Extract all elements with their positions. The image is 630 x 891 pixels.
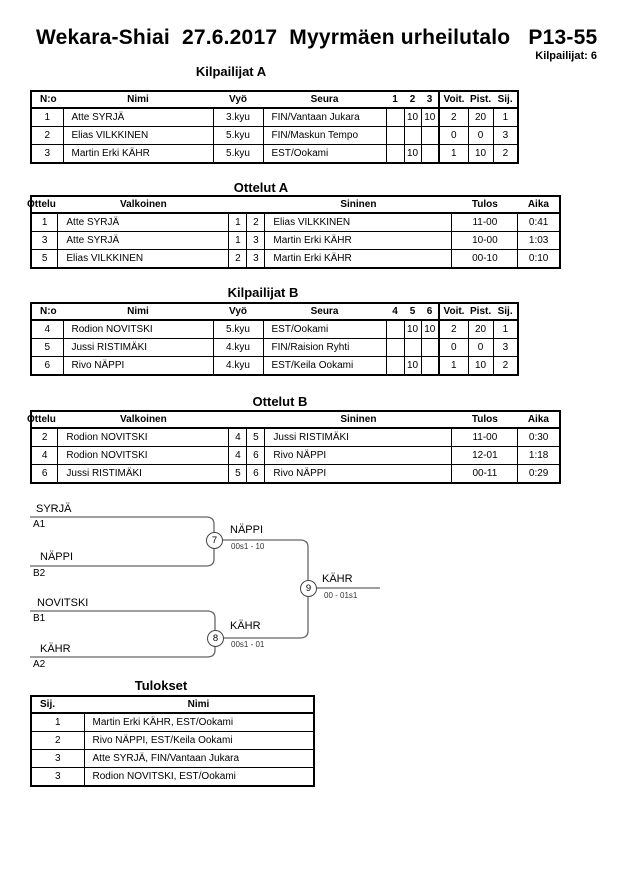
table-row [31, 357, 518, 376]
table-row [31, 732, 314, 750]
table-cell: 3 [31, 232, 58, 250]
column-header: 6 [421, 303, 439, 320]
heading-ottelut-a: Ottelut A [233, 180, 289, 195]
table-cell: Rivo NÄPPI [265, 465, 452, 484]
column-header: Seura [263, 91, 386, 108]
table-cell: 3 [493, 127, 518, 145]
match-winner: KÄHR [322, 573, 353, 585]
column-header: Nimi [63, 91, 213, 108]
table-row [31, 127, 518, 145]
table-cell: 10 [468, 145, 493, 164]
table-cell: Atte SYRJÄ [58, 232, 229, 250]
table-cell: 0 [439, 339, 468, 357]
column-header: Tulos [452, 411, 518, 428]
table-kilpailijat-a [30, 90, 519, 164]
table-row [31, 250, 560, 269]
table-cell: 1 [31, 108, 63, 127]
table-cell: 10 [404, 108, 421, 127]
bracket-entrant-code: A1 [33, 519, 46, 530]
table-cell: 4 [31, 320, 63, 339]
column-header [229, 196, 247, 213]
column-header: N:o [31, 303, 63, 320]
match-score: 00 - 01s1 [324, 591, 358, 600]
table-cell: Atte SYRJÄ, FIN/Vantaan Jukara [84, 750, 314, 768]
column-header: 1 [386, 91, 404, 108]
column-header: Seura [263, 303, 386, 320]
column-header: Nimi [63, 303, 213, 320]
column-header: Valkoinen [58, 411, 229, 428]
table-row [31, 213, 560, 232]
table-cell: FIN/Vantaan Jukara [263, 108, 386, 127]
table-cell [421, 357, 439, 376]
table-cell: 0 [468, 339, 493, 357]
match-number-circle: 9 [300, 580, 317, 597]
table-cell: Elias VILKKINEN [63, 127, 213, 145]
table-row [31, 108, 518, 127]
table-cell: Rivo NÄPPI [265, 447, 452, 465]
bracket [25, 495, 405, 680]
column-header: Voit. [439, 303, 468, 320]
table-cell: 1:03 [518, 232, 560, 250]
table-cell: 10 [404, 357, 421, 376]
table-cell [404, 127, 421, 145]
table-cell: 5 [31, 339, 63, 357]
column-header: Nimi [84, 696, 314, 713]
table-cell: FIN/Maskun Tempo [263, 127, 386, 145]
table-cell: 2 [493, 145, 518, 164]
table-cell: 4 [229, 447, 247, 465]
column-header: Sininen [265, 196, 452, 213]
table-cell: 1:18 [518, 447, 560, 465]
table-cell: 3 [493, 339, 518, 357]
table-cell: Atte SYRJÄ [58, 213, 229, 232]
match-winner: KÄHR [230, 620, 261, 632]
table-row [31, 339, 518, 357]
table-cell: 10 [404, 320, 421, 339]
table-row [31, 232, 560, 250]
table-cell: Elias VILKKINEN [58, 250, 229, 269]
table-cell [421, 145, 439, 164]
table-cell: 5.kyu [213, 127, 263, 145]
header-row [31, 696, 314, 713]
table-cell: Martin Erki KÄHR [265, 232, 452, 250]
table-cell: 3.kyu [213, 108, 263, 127]
heading-tulokset: Tulokset [134, 678, 188, 693]
table-cell [386, 108, 404, 127]
bracket-entrant-name: KÄHR [40, 643, 71, 655]
table-cell: 5 [31, 250, 58, 269]
column-header: N:o [31, 91, 63, 108]
table-cell: 3 [247, 250, 265, 269]
table-cell: 10 [421, 320, 439, 339]
table-cell: 2 [31, 428, 58, 447]
table-cell: 3 [31, 768, 84, 787]
table-cell [421, 127, 439, 145]
heading-kilpailijat-a: Kilpailijat A [195, 64, 267, 79]
table-cell: 2 [229, 250, 247, 269]
table-cell: 6 [31, 465, 58, 484]
table-cell: Rivo NÄPPI, EST/Keila Ookami [84, 732, 314, 750]
table-row [31, 145, 518, 164]
table-cell: 0:10 [518, 250, 560, 269]
table-row [31, 428, 560, 447]
table-row [31, 447, 560, 465]
table-row [31, 768, 314, 787]
table-cell: 1 [229, 213, 247, 232]
table-cell: 20 [468, 320, 493, 339]
header-row [31, 196, 560, 213]
header-row [31, 303, 518, 320]
table-cell: 11-00 [452, 428, 518, 447]
table-cell: 2 [439, 320, 468, 339]
table-cell [386, 357, 404, 376]
table-cell: 4 [31, 447, 58, 465]
bracket-lines [25, 495, 405, 680]
bracket-entrant-name: SYRJÄ [36, 503, 72, 515]
table-cell: 2 [31, 127, 63, 145]
table-cell: 12-01 [452, 447, 518, 465]
column-header: Sij. [493, 91, 518, 108]
column-header: 2 [404, 91, 421, 108]
table-cell: Jussi RISTIMÄKI [63, 339, 213, 357]
table-cell: 0 [468, 127, 493, 145]
table-cell: Rodion NOVITSKI [63, 320, 213, 339]
column-header: Aika [518, 196, 560, 213]
table-cell: 2 [439, 108, 468, 127]
table-cell: 11-00 [452, 213, 518, 232]
table-row [31, 750, 314, 768]
heading-kilpailijat-b: Kilpailijat B [227, 285, 299, 300]
table-cell: 4 [229, 428, 247, 447]
table-cell [404, 339, 421, 357]
table-ottelut-a [27, 195, 561, 269]
table-cell: 3 [31, 750, 84, 768]
column-header: 5 [404, 303, 421, 320]
table-cell: 5 [229, 465, 247, 484]
table-cell: Jussi RISTIMÄKI [265, 428, 452, 447]
table-cell [386, 145, 404, 164]
table-cell: 0:29 [518, 465, 560, 484]
match-score: 00s1 - 10 [231, 542, 265, 551]
column-header: Sij. [493, 303, 518, 320]
column-header: Sininen [265, 411, 452, 428]
table-cell: 5.kyu [213, 320, 263, 339]
header-row [31, 91, 518, 108]
competitors-count: Kilpailijat: 6 [535, 50, 597, 62]
table-kilpailijat-b [30, 302, 519, 376]
table-cell: 1 [493, 320, 518, 339]
table-cell: 2 [493, 357, 518, 376]
table-cell: Jussi RISTIMÄKI [58, 465, 229, 484]
column-header: Pist. [468, 303, 493, 320]
column-header: 4 [386, 303, 404, 320]
table-cell: Martin Erki KÄHR, EST/Ookami [84, 713, 314, 732]
table-cell: 2 [247, 213, 265, 232]
column-header: Ottelu [31, 411, 58, 428]
match-winner: NÄPPI [230, 524, 264, 536]
table-cell: Rodion NOVITSKI, EST/Ookami [84, 768, 314, 787]
table-cell: 0 [439, 127, 468, 145]
table-cell: 1 [493, 108, 518, 127]
table-cell: Atte SYRJÄ [63, 108, 213, 127]
table-cell: 00-11 [452, 465, 518, 484]
column-header [247, 196, 265, 213]
table-cell: 00-10 [452, 250, 518, 269]
table-cell: EST/Keila Ookami [263, 357, 386, 376]
bracket-entrant-code: B2 [33, 568, 46, 579]
match-number-circle: 8 [207, 630, 224, 647]
column-header: Vyö [213, 303, 263, 320]
table-cell: Martin Erki KÄHR [265, 250, 452, 269]
table-cell: 0:30 [518, 428, 560, 447]
page-title: Wekara-Shiai 27.6.2017 Myyrmäen urheilutalo P13-55 [36, 26, 598, 49]
column-header: Voit. [439, 91, 468, 108]
table-row [31, 713, 314, 732]
table-cell: EST/Ookami [263, 320, 386, 339]
table-cell: Rodion NOVITSKI [58, 428, 229, 447]
table-cell: 10-00 [452, 232, 518, 250]
table-cell [421, 339, 439, 357]
column-header: Vyö [213, 91, 263, 108]
column-header: Sij. [31, 696, 84, 713]
table-row [31, 320, 518, 339]
table-ottelut-b [27, 410, 561, 484]
table-cell: 1 [439, 357, 468, 376]
table-cell: Rivo NÄPPI [63, 357, 213, 376]
table-row [31, 465, 560, 484]
column-header [247, 411, 265, 428]
table-cell: 5 [247, 428, 265, 447]
match-number-circle: 7 [206, 532, 223, 549]
table-cell: Elias VILKKINEN [265, 213, 452, 232]
table-cell: Rodion NOVITSKI [58, 447, 229, 465]
table-cell: 4.kyu [213, 357, 263, 376]
match-score: 00s1 - 01 [231, 640, 265, 649]
bracket-entrant-name: NOVITSKI [37, 597, 89, 609]
table-cell: 5.kyu [213, 145, 263, 164]
column-header [229, 411, 247, 428]
table-cell: 4.kyu [213, 339, 263, 357]
table-cell: 0:41 [518, 213, 560, 232]
bracket-entrant-code: B1 [33, 613, 46, 624]
bracket-entrant-name: NÄPPI [40, 551, 74, 563]
table-cell [386, 339, 404, 357]
table-cell: 1 [229, 232, 247, 250]
table-cell: FIN/Raision Ryhti [263, 339, 386, 357]
table-cell: 10 [421, 108, 439, 127]
column-header: Ottelu [31, 196, 58, 213]
column-header: Valkoinen [58, 196, 229, 213]
table-cell [386, 127, 404, 145]
table-cell: EST/Ookami [263, 145, 386, 164]
table-cell: 6 [247, 465, 265, 484]
table-cell: 3 [247, 232, 265, 250]
heading-ottelut-b: Ottelut B [252, 394, 308, 409]
header-row [31, 411, 560, 428]
table-cell: 6 [247, 447, 265, 465]
column-header: Aika [518, 411, 560, 428]
table-cell: 20 [468, 108, 493, 127]
table-cell: 1 [31, 213, 58, 232]
column-header: Pist. [468, 91, 493, 108]
table-tulokset [30, 695, 315, 787]
column-header: Tulos [452, 196, 518, 213]
table-cell: 1 [439, 145, 468, 164]
table-cell: Martin Erki KÄHR [63, 145, 213, 164]
table-cell: 3 [31, 145, 63, 164]
table-cell: 1 [31, 713, 84, 732]
table-cell: 6 [31, 357, 63, 376]
table-cell: 10 [468, 357, 493, 376]
bracket-entrant-code: A2 [33, 659, 46, 670]
table-cell [386, 320, 404, 339]
table-cell: 10 [404, 145, 421, 164]
table-cell: 2 [31, 732, 84, 750]
column-header: 3 [421, 91, 439, 108]
